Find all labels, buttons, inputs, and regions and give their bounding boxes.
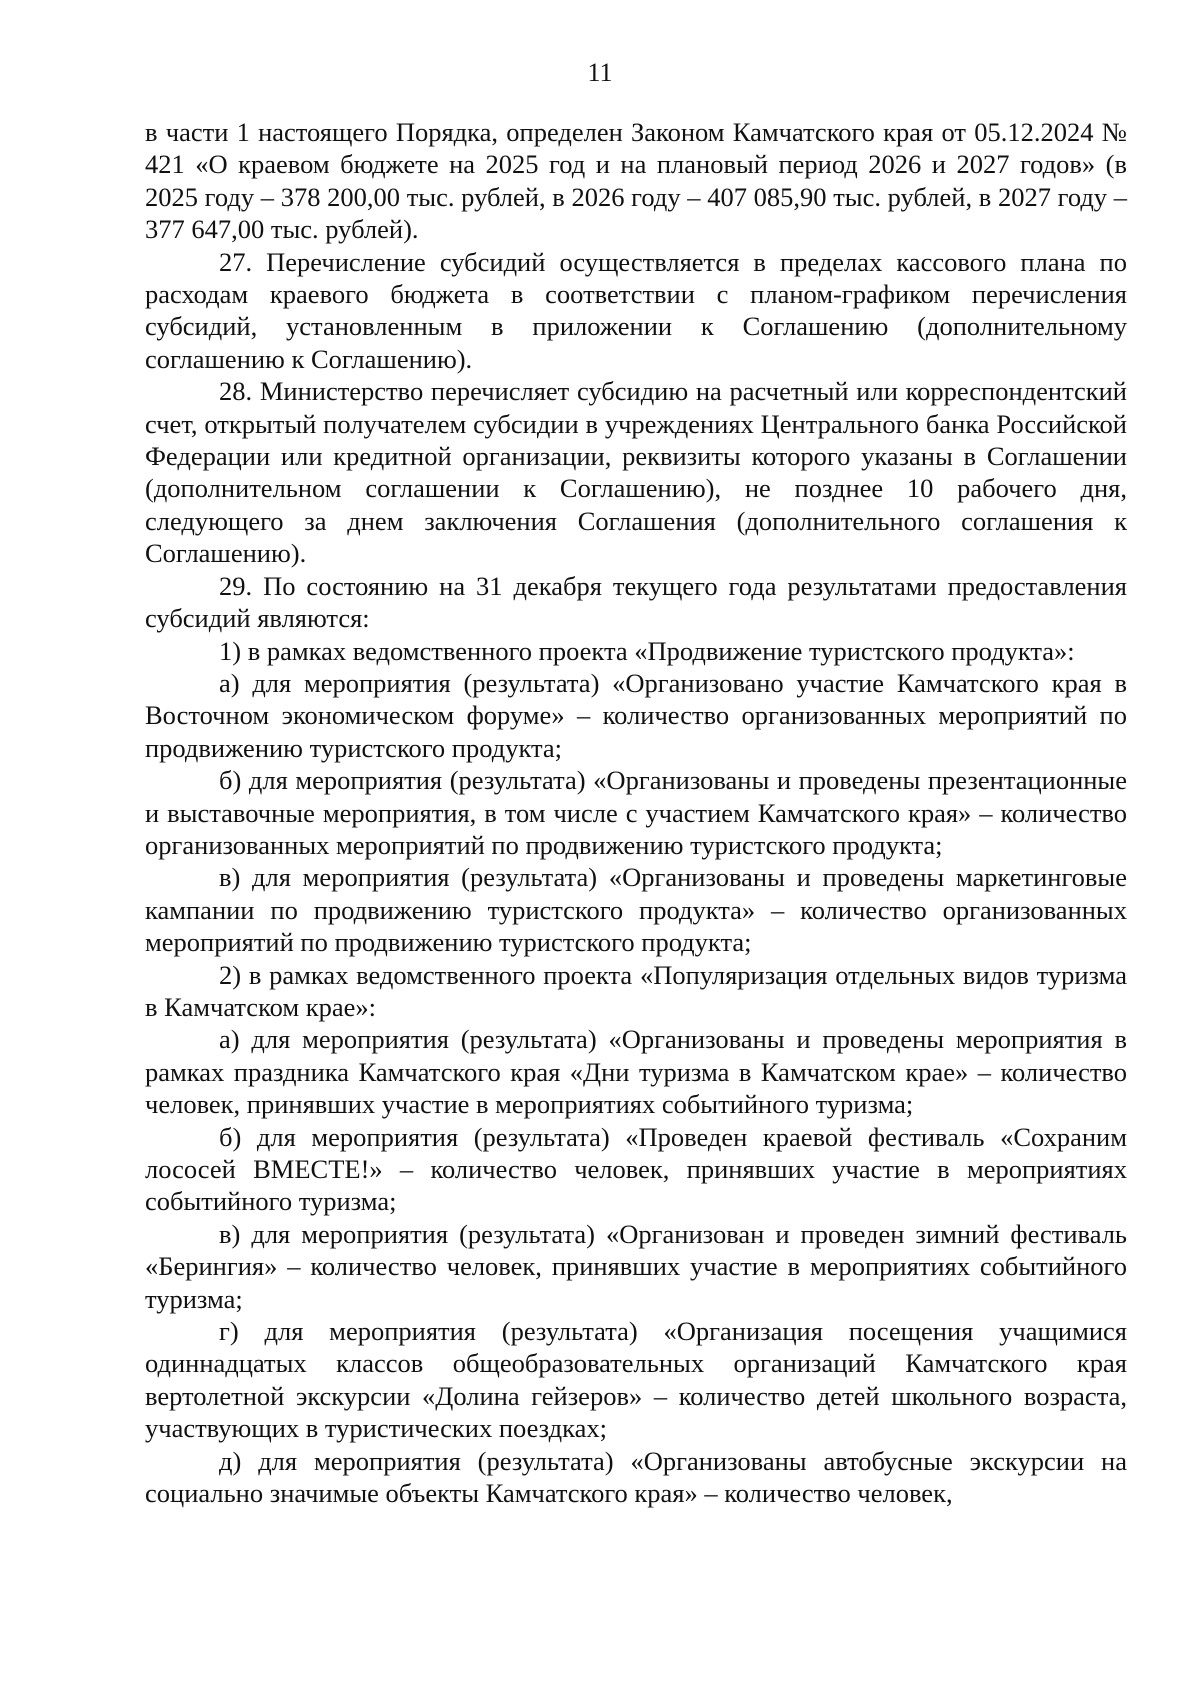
- page-number: 11: [587, 58, 613, 87]
- list-item-1: 1) в рамках ведомственного проекта «Продвижение туристского продукта»:: [219, 635, 1075, 666]
- document-body: [145, 116, 1127, 1509]
- list-item-2a: а) для мероприятия (результата) «Организованы и проведены мероприятия в рамках праздника Камчатского края «Дни туризма в Камчатском крае» – количество человек, принявших участие в мероприятиях событийного туризма;: [145, 1024, 1127, 1120]
- paragraph-intro-continuation: в части 1 настоящего Порядка, определен Законом Камчатского края от 05.12.2024 № 421 «О краевом бюджете на 2025 год и на плановый период 2026 и 2027 годов» (в 2025 году – 378 200,00 тыс. рублей, в 2026 году – 407 085,90 тыс. рублей, в 2027 году – 377 647,00 тыс. рублей).: [145, 117, 1127, 245]
- paragraph-28: 28. Министерство перечисляет субсидию на расчетный или корреспондентский счет, открытый получателем субсидии в учреждениях Центрального банка Российской Федерации или кредитной организации, реквизиты которого указаны в Соглашении (дополнительном соглашении к Соглашению), не позднее 10 рабочего дня, следующего за днем заключения Соглашения (дополнительного соглашения к Соглашению).: [145, 376, 1127, 569]
- list-item-2b: б) для мероприятия (результата) «Проведен краевой фестиваль «Сохраним лососей ВМЕСТЕ!» – количество человек, принявших участие в мероприятиях событийного туризма;: [145, 1121, 1127, 1217]
- list-item-1a: а) для мероприятия (результата) «Организовано участие Камчатского края в Восточном экономическом форуме» – количество организованных мероприятий по продвижению туристского продукта;: [145, 667, 1127, 763]
- list-item-2g: г) для мероприятия (результата) «Организация посещения учащимися одиннадцатых классов общеобразовательных организаций Камчатского края вертолетной экскурсии «Долина гейзеров» – количество детей школьного возраста, участвующих в туристических поездках;: [145, 1316, 1127, 1444]
- list-item-2v: в) для мероприятия (результата) «Организован и проведен зимний фестиваль «Берингия» – количество человек, принявших участие в мероприятиях событийного туризма;: [145, 1218, 1127, 1314]
- list-item-2d: д) для мероприятия (результата) «Организованы автобусные экскурсии на социально значимые объекты Камчатского края» – количество человек,: [145, 1445, 1127, 1509]
- paragraph-29: 29. По состоянию на 31 декабря текущего года результатами предоставления субсидий являются:: [145, 570, 1127, 634]
- list-item-1b: б) для мероприятия (результата) «Организованы и проведены презентационные и выставочные мероприятия, в том числе с участием Камчатского края» – количество организованных мероприятий по продвижению туристского продукта;: [145, 765, 1127, 860]
- paragraph-27: 27. Перечисление субсидий осуществляется в пределах кассового плана по расходам краевого бюджета в соответствии с планом-графиком перечисления субсидий, установленным в приложении к Соглашению (дополнительному соглашению к Соглашению).: [145, 246, 1127, 374]
- list-item-1v: в) для мероприятия (результата) «Организованы и проведены маркетинговые кампании по продвижению туристского продукта» – количество организованных мероприятий по продвижению туристского продукта;: [145, 862, 1127, 958]
- list-item-2: 2) в рамках ведомственного проекта «Популяризация отдельных видов туризма в Камчатском крае»:: [145, 959, 1127, 1022]
